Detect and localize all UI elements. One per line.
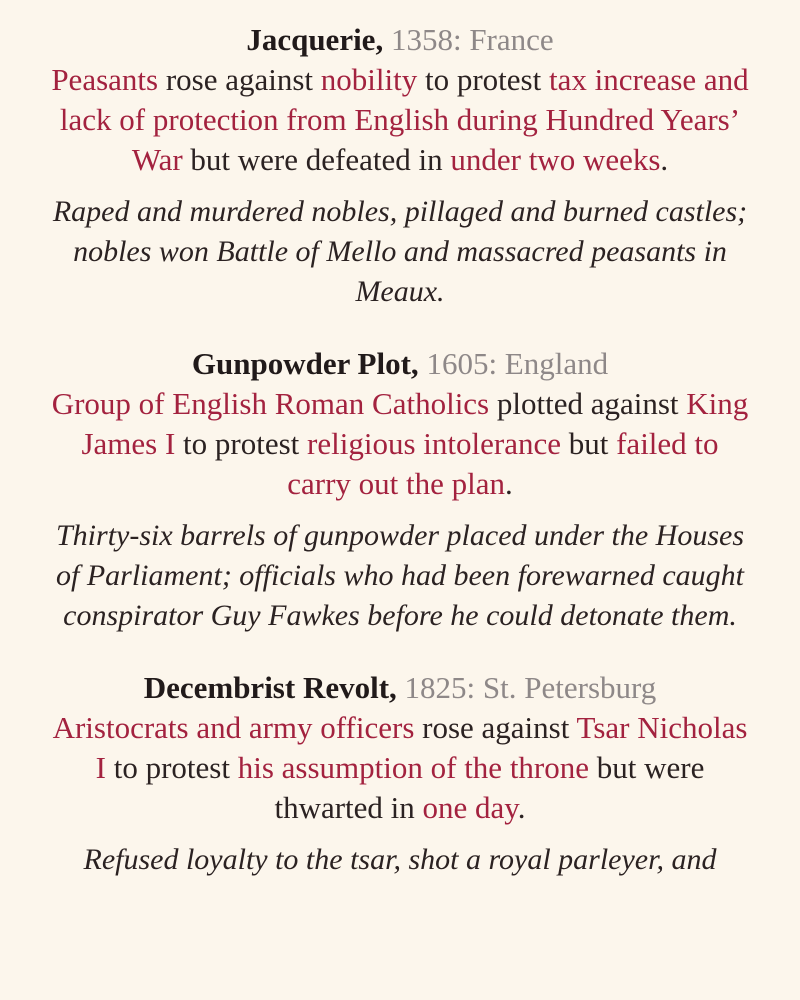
summary-text: but	[560, 426, 617, 461]
summary-highlight: nobility	[320, 62, 418, 97]
summary-highlight: one day	[422, 790, 518, 825]
summary-highlight: King James I	[81, 386, 749, 461]
summary-highlight: Peasants	[51, 62, 159, 97]
event-name: Decembrist Revolt,	[143, 670, 397, 705]
event-detail: Thirty-six barrels of gunpowder placed under the Houses of Parliament; officials who had been forewarned caught conspirator Guy Fawkes before he could detonate them.	[56, 519, 744, 632]
summary-text: .	[517, 790, 526, 825]
event-name: Jacquerie,	[246, 22, 384, 57]
entry-title	[50, 20, 750, 60]
summary-text: .	[505, 466, 513, 501]
event-detail: Raped and murdered nobles, pillaged and burned castles; nobles won Battle of Mello and massacred peasants in Meaux.	[52, 195, 748, 308]
event-summary	[50, 708, 750, 828]
entry-title	[50, 344, 750, 384]
event-year-place: 1825: St. Petersburg	[404, 670, 657, 705]
summary-highlight: tax increase and lack of protection from English during Hundred Years’ War	[59, 62, 749, 177]
summary-text: rose against	[158, 62, 321, 97]
summary-text: .	[660, 142, 669, 177]
event-year-place: 1358: France	[390, 22, 554, 57]
summary-highlight: Group of English Roman Catholics	[51, 386, 490, 421]
summary-text: rose against	[414, 710, 577, 745]
summary-highlight: Aristocrats and army officers	[52, 710, 415, 745]
summary-text: to protest	[417, 62, 549, 97]
summary-text: but were thwarted in	[274, 750, 705, 825]
summary-text: but were defeated in	[182, 142, 451, 177]
event-name: Gunpowder Plot,	[191, 346, 419, 381]
summary-text: to protest	[175, 426, 308, 461]
event-summary	[50, 384, 750, 504]
summary-highlight: religious intolerance	[307, 426, 561, 461]
summary-highlight: Tsar Nicholas I	[95, 710, 748, 785]
summary-highlight: under two weeks	[450, 142, 661, 177]
event-summary	[50, 60, 750, 180]
entry-decembrist-revolt	[50, 668, 750, 880]
event-year-place: 1605: England	[426, 346, 609, 381]
entry-gunpowder-plot	[50, 344, 750, 636]
summary-text: plotted against	[489, 386, 687, 421]
entry-jacquerie	[50, 20, 750, 312]
entry-title	[50, 668, 750, 708]
summary-text: to protest	[105, 750, 238, 785]
summary-highlight: his assumption of the throne	[237, 750, 590, 785]
summary-highlight: failed to carry out the plan	[287, 426, 719, 501]
event-detail: Refused loyalty to the tsar, shot a royal parleyer, and	[83, 843, 717, 876]
